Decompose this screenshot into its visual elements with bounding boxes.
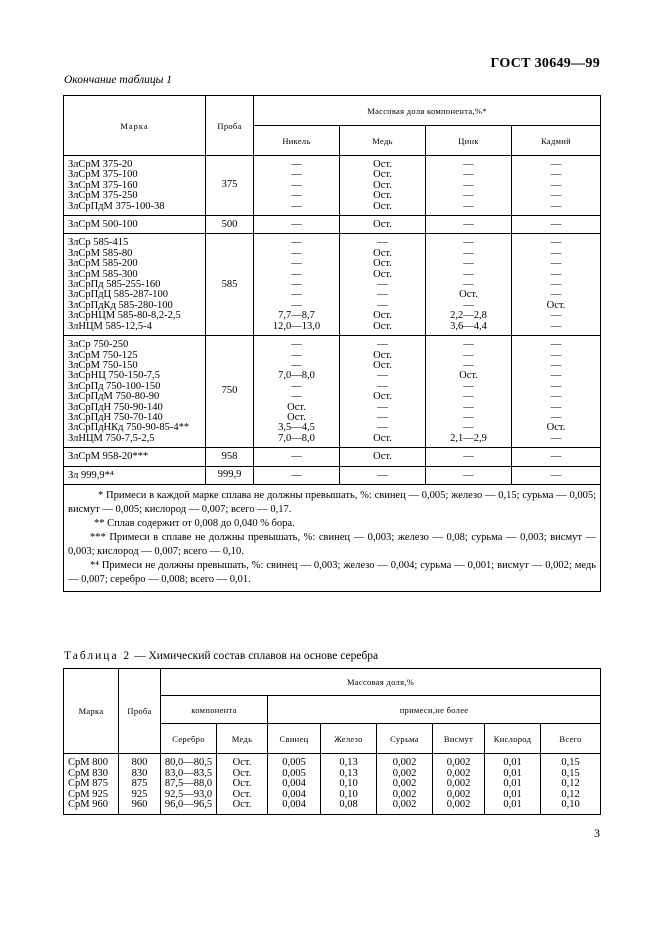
t1-cadmium-value: —	[550, 179, 562, 191]
t1-copper-value: —	[377, 411, 388, 423]
t2-iron-value: 0,13	[339, 767, 358, 779]
t1-zinc-value: 2,2—2,8	[450, 310, 487, 322]
alloy-grade: ЗлНЦМ 750-7,5-2,5	[68, 432, 155, 444]
t1-copper-value: —	[377, 401, 388, 413]
t2-header-lead: Свинец	[268, 724, 321, 754]
t1-zinc-value: —	[463, 268, 474, 280]
note-4: *⁴ Примеси не должны превышать, %: свинец — 0,003; железо — 0,004; сурьма — 0,001; висмут — 0,002; медь — 0,007; серебро — 0,008; всего — 0,01.	[68, 559, 596, 585]
t1-copper-cell	[340, 466, 426, 484]
t2-bismuth-cell	[433, 754, 485, 815]
t1-header-copper: Медь	[340, 126, 426, 156]
t2-antimony-value: 0,002	[392, 767, 417, 779]
alloy-grade: ЗлСрПдН 750-90-140	[68, 401, 163, 413]
t2-iron-value: 0,10	[339, 788, 358, 800]
t1-nickel-value: —	[291, 349, 302, 361]
t1-zinc-cell	[426, 156, 512, 216]
t2-header-mass-fraction: Массовая доля,%	[161, 669, 601, 696]
t1-cadmium-value: —	[550, 320, 562, 332]
t1-zinc-value: Ост.	[459, 370, 478, 382]
t1-copper-value: Ост.	[373, 258, 392, 270]
t1-proba-cell: 500	[206, 216, 254, 234]
t2-marka-value: СрМ 925	[68, 788, 108, 800]
t1-copper-value: Ост.	[373, 391, 392, 403]
t1-proba-cell: 958	[206, 448, 254, 466]
t2-marka-value: СрМ 800	[68, 757, 108, 768]
t2-proba-cell	[119, 754, 161, 815]
table1-group-row	[64, 336, 601, 448]
t1-marka-cell	[64, 466, 206, 484]
alloy-grade: ЗлСрНЦМ 585-80-8,2-2,5	[68, 310, 181, 322]
t1-proba-cell: 999,9	[206, 466, 254, 484]
t1-header-nickel: Никель	[254, 126, 340, 156]
t1-nickel-value: —	[291, 179, 302, 191]
t2-header-total: Всего	[541, 724, 601, 754]
t1-nickel-value: —	[291, 268, 302, 280]
t2-proba-value: 830	[131, 767, 148, 779]
t1-copper-value: —	[377, 339, 388, 351]
alloy-grade: ЗлСрПдН 750-70-140	[68, 411, 163, 423]
t1-copper-value: Ост.	[373, 359, 392, 371]
t1-zinc-value: 2,1—2,9	[450, 432, 487, 444]
t2-bismuth-value: 0,002	[446, 767, 471, 779]
t2-proba-value: 800	[131, 757, 148, 768]
t2-copper-value: Ост.	[232, 788, 252, 800]
t1-nickel-value: —	[291, 279, 302, 291]
t2-iron-value: 0,08	[339, 799, 358, 811]
t2-lead-value: 0,004	[282, 778, 306, 790]
t1-marka-cell	[64, 234, 206, 336]
table2-data-row	[64, 754, 601, 815]
t2-bismuth-value: 0,002	[446, 757, 471, 768]
alloy-grade: ЗлСрПдНКд 750-90-85-4**	[68, 422, 190, 434]
t1-cadmium-value: —	[550, 411, 562, 423]
t1-nickel-value: —	[291, 247, 302, 259]
note-3: *** Примеси в сплаве не должны превышать, %: свинец — 0,003; железо — 0,08; сурьма — 0,003; висмут — 0,003; кислород — 0,007; всего — 0,10.	[68, 531, 596, 557]
t1-zinc-value: —	[463, 299, 474, 311]
t1-nickel-value: 7,0—8,0	[278, 370, 315, 382]
t1-cadmium-value: —	[550, 451, 562, 463]
t1-nickel-cell	[254, 448, 340, 466]
t1-copper-value: Ост.	[373, 247, 392, 259]
t1-zinc-value: —	[463, 391, 474, 403]
t1-copper-value: —	[377, 422, 388, 434]
t1-zinc-cell	[426, 234, 512, 336]
t2-header-components: компонента	[161, 696, 268, 724]
t2-antimony-value: 0,002	[392, 788, 417, 800]
alloy-grade: ЗлСрПд 585-255-160	[68, 279, 161, 291]
t1-cadmium-value: —	[550, 359, 562, 371]
t1-cadmium-value: —	[550, 349, 562, 361]
alloy-grade: ЗлСрМ 585-80	[68, 247, 133, 259]
alloy-grade: ЗлНЦМ 585-12,5-4	[68, 320, 152, 332]
t1-cadmium-value: —	[550, 310, 562, 322]
note-2: ** Сплав содержит от 0,008 до 0,040 % бора.	[94, 517, 295, 529]
t1-nickel-value: 12,0—13,0	[272, 320, 321, 332]
t1-cadmium-cell	[512, 336, 601, 448]
t2-marka-cell	[64, 754, 119, 815]
t2-header-iron: Железо	[321, 724, 377, 754]
t1-zinc-value: —	[463, 159, 474, 170]
t1-copper-cell	[340, 156, 426, 216]
t1-cadmium-cell	[512, 466, 601, 484]
t1-nickel-value: 7,7—8,7	[278, 310, 315, 322]
t1-copper-value: Ост.	[373, 169, 392, 181]
t1-cadmium-value: —	[550, 432, 562, 444]
t2-lead-value: 0,005	[282, 757, 306, 768]
t1-nickel-value: —	[291, 380, 302, 392]
t1-nickel-cell	[254, 156, 340, 216]
table2-caption-label: Таблица 2	[64, 650, 132, 662]
table1	[63, 95, 601, 592]
t2-header-antimony: Сурьма	[377, 724, 433, 754]
t1-zinc-value: —	[463, 401, 474, 413]
t1-header-proba: Проба	[206, 96, 254, 156]
t1-cadmium-value: —	[550, 190, 562, 202]
t2-copper-value: Ост.	[232, 757, 252, 768]
t2-iron-value: 0,10	[339, 778, 358, 790]
alloy-grade: ЗлСрМ 500-100	[68, 219, 138, 231]
alloy-grade: ЗлСрМ 375-160	[68, 179, 138, 191]
t1-zinc-cell	[426, 216, 512, 234]
t1-cadmium-value: —	[550, 247, 562, 259]
table1-group-row	[64, 234, 601, 336]
document-code: ГОСТ 30649—99	[490, 56, 600, 71]
t1-nickel-value: Ост.	[287, 411, 306, 423]
t1-proba-cell: 750	[206, 336, 254, 448]
t1-zinc-value: —	[463, 179, 474, 191]
t2-copper-value: Ост.	[232, 799, 252, 811]
t1-copper-value: Ост.	[373, 349, 392, 361]
t1-cadmium-value: —	[550, 200, 562, 212]
t1-copper-value: —	[377, 299, 388, 311]
t2-iron-cell	[321, 754, 377, 815]
t1-zinc-value: —	[463, 422, 474, 434]
alloy-grade: ЗлСрМ 958-20***	[68, 451, 149, 463]
t2-total-value: 0,15	[561, 757, 580, 768]
table1-group-row	[64, 156, 601, 216]
t1-nickel-value: —	[291, 237, 302, 249]
t2-marka-value: СрМ 960	[68, 799, 108, 811]
t1-cadmium-cell	[512, 448, 601, 466]
t2-silver-value: 80,0—80,5	[164, 757, 213, 768]
t1-copper-cell	[340, 336, 426, 448]
alloy-grade: ЗлСрМ 375-20	[68, 159, 133, 170]
t1-nickel-value: —	[291, 190, 302, 202]
t1-nickel-value: Ост.	[287, 401, 306, 413]
t2-header-proba: Проба	[119, 669, 161, 754]
t2-bismuth-value: 0,002	[446, 788, 471, 800]
t1-nickel-value: —	[291, 391, 302, 403]
t2-header-copper: Медь	[217, 724, 268, 754]
t1-proba-cell: 585	[206, 234, 254, 336]
t1-copper-value: —	[377, 469, 388, 481]
t1-nickel-value: —	[291, 299, 302, 311]
alloy-grade: ЗлСрМ 750-150	[68, 359, 138, 371]
t1-copper-value: Ост.	[373, 268, 392, 280]
t1-header-mass-fraction: Массовая доля компонента,%*	[254, 96, 601, 126]
t2-header-oxygen: Кислород	[485, 724, 541, 754]
t2-bismuth-value: 0,002	[446, 799, 471, 811]
t1-copper-value: Ост.	[373, 432, 392, 444]
t1-nickel-cell	[254, 216, 340, 234]
t1-cadmium-value: Ост.	[546, 299, 566, 311]
t1-nickel-value: 3,5—4,5	[278, 422, 315, 434]
t2-header-silver: Серебро	[161, 724, 217, 754]
t1-cadmium-value: —	[550, 391, 562, 403]
t1-copper-value: —	[377, 237, 388, 249]
t1-marka-cell	[64, 448, 206, 466]
page-number: 3	[594, 826, 600, 840]
t1-copper-value: Ост.	[373, 320, 392, 332]
alloy-grade: ЗлСр 585-415	[68, 237, 129, 249]
t2-antimony-value: 0,002	[392, 757, 417, 768]
t2-oxygen-value: 0,01	[503, 799, 522, 811]
alloy-grade: ЗлСрМ 585-200	[68, 258, 138, 270]
t2-header-bismuth: Висмут	[433, 724, 485, 754]
t2-total-cell	[541, 754, 601, 815]
t2-lead-value: 0,004	[282, 788, 306, 800]
t1-proba-cell: 375	[206, 156, 254, 216]
t1-zinc-value: —	[463, 247, 474, 259]
t1-copper-value: Ост.	[373, 219, 392, 231]
t1-cadmium-value: —	[550, 219, 562, 231]
t2-total-value: 0,10	[561, 799, 580, 811]
t1-copper-value: Ост.	[373, 310, 392, 322]
t1-nickel-value: 7,0—8,0	[278, 432, 315, 444]
t1-copper-value: Ост.	[373, 190, 392, 202]
t2-copper-value: Ост.	[232, 767, 252, 779]
t2-header-impurities: примеси,не более	[268, 696, 601, 724]
alloy-grade: ЗлСрНЦ 750-150-7,5	[68, 370, 161, 382]
t2-copper-cell	[217, 754, 268, 815]
t1-cadmium-value: —	[550, 268, 562, 280]
table1-caption: Окончание таблицы 1	[64, 74, 172, 86]
t1-zinc-value: —	[463, 451, 474, 463]
t2-copper-value: Ост.	[232, 778, 252, 790]
t2-marka-value: СрМ 875	[68, 778, 108, 790]
t1-marka-cell	[64, 336, 206, 448]
alloy-grade: ЗлСрПдЦ 585-287-100	[68, 289, 168, 301]
t1-zinc-value: —	[463, 339, 474, 351]
t1-zinc-cell	[426, 336, 512, 448]
alloy-grade: Зл 999,9*⁴	[68, 469, 114, 481]
t1-copper-value: —	[377, 380, 388, 392]
t2-oxygen-value: 0,01	[503, 788, 522, 800]
t1-nickel-value: —	[291, 200, 302, 212]
t1-header-zinc: Цинк	[426, 126, 512, 156]
t1-copper-value: Ост.	[373, 179, 392, 191]
t1-copper-value: —	[377, 370, 388, 382]
t1-cadmium-cell	[512, 216, 601, 234]
t2-silver-value: 83,0—83,5	[164, 767, 213, 779]
t1-nickel-value: —	[291, 359, 302, 371]
t2-total-value: 0,12	[561, 788, 580, 800]
t2-antimony-cell	[377, 754, 433, 815]
t2-lead-value: 0,004	[282, 799, 306, 811]
t1-cadmium-value: —	[550, 370, 562, 382]
t1-zinc-value: —	[463, 411, 474, 423]
alloy-grade: ЗлСрМ 750-125	[68, 349, 138, 361]
t2-oxygen-value: 0,01	[503, 767, 522, 779]
t1-cadmium-value: Ост.	[546, 422, 566, 434]
t1-copper-value: Ост.	[373, 159, 392, 170]
t2-silver-value: 96,0—96,5	[164, 799, 213, 811]
t1-nickel-value: —	[291, 451, 302, 463]
t1-zinc-value: —	[463, 237, 474, 249]
t1-copper-value: —	[377, 279, 388, 291]
t1-zinc-value: —	[463, 279, 474, 291]
alloy-grade: ЗлСрПдМ 375-100-38	[68, 200, 165, 212]
table2-caption	[64, 650, 378, 662]
t1-zinc-value: Ост.	[459, 289, 478, 301]
t1-copper-cell	[340, 234, 426, 336]
t1-cadmium-value: —	[550, 159, 562, 170]
t2-lead-value: 0,005	[282, 767, 306, 779]
t1-nickel-value: —	[291, 469, 302, 481]
alloy-grade: ЗлСрПдКд 585-280-100	[68, 299, 173, 311]
t1-marka-cell	[64, 216, 206, 234]
table1-body	[64, 156, 601, 485]
t2-total-value: 0,12	[561, 778, 580, 790]
t1-nickel-value: —	[291, 159, 302, 170]
t1-cadmium-value: —	[550, 339, 562, 351]
alloy-grade: ЗлСрПд 750-100-150	[68, 380, 161, 392]
t1-zinc-value: —	[463, 190, 474, 202]
alloy-grade: ЗлСр 750-250	[68, 339, 129, 351]
table1-group-row	[64, 466, 601, 484]
t1-zinc-value: —	[463, 258, 474, 270]
t1-header-marka: Марка	[64, 96, 206, 156]
t2-lead-cell	[268, 754, 321, 815]
t2-antimony-value: 0,002	[392, 778, 417, 790]
t1-cadmium-value: —	[550, 469, 562, 481]
t1-nickel-value: —	[291, 289, 302, 301]
t1-zinc-value: —	[463, 349, 474, 361]
t1-cadmium-value: —	[550, 380, 562, 392]
t2-iron-value: 0,13	[339, 757, 358, 768]
alloy-grade: ЗлСрМ 375-250	[68, 190, 138, 202]
t1-zinc-value: —	[463, 359, 474, 371]
t2-antimony-value: 0,002	[392, 799, 417, 811]
t1-header-cadmium: Кадмий	[512, 126, 601, 156]
table1-group-row	[64, 216, 601, 234]
t1-copper-value: —	[377, 289, 388, 301]
alloy-grade: ЗлСрМ 585-300	[68, 268, 138, 280]
t1-cadmium-value: —	[550, 401, 562, 413]
t1-cadmium-value: —	[550, 169, 562, 181]
t2-oxygen-value: 0,01	[503, 778, 522, 790]
t1-zinc-value: —	[463, 469, 474, 481]
t1-cadmium-cell	[512, 234, 601, 336]
t1-zinc-value: —	[463, 380, 474, 392]
t1-nickel-cell	[254, 466, 340, 484]
t1-zinc-cell	[426, 466, 512, 484]
t1-zinc-value: 3,6—4,4	[450, 320, 487, 332]
t2-header-marka: Марка	[64, 669, 119, 754]
t2-silver-value: 87,5—88,0	[164, 778, 213, 790]
t2-oxygen-value: 0,01	[503, 757, 522, 768]
t1-cadmium-cell	[512, 156, 601, 216]
t1-nickel-value: —	[291, 219, 302, 231]
t1-cadmium-value: —	[550, 289, 562, 301]
t1-zinc-value: —	[463, 219, 474, 231]
t2-marka-value: СрМ 830	[68, 767, 108, 779]
t2-oxygen-cell	[485, 754, 541, 815]
t1-zinc-value: —	[463, 200, 474, 212]
table2-caption-text: — Химический состав сплавов на основе серебра	[131, 650, 379, 662]
t1-marka-cell	[64, 156, 206, 216]
t1-nickel-value: —	[291, 339, 302, 351]
t2-proba-value: 875	[131, 778, 148, 790]
table1-notes	[64, 484, 601, 591]
t1-nickel-value: —	[291, 169, 302, 181]
t2-silver-value: 92,5—93,0	[164, 788, 213, 800]
t1-cadmium-value: —	[550, 237, 562, 249]
t1-zinc-value: —	[463, 169, 474, 181]
t1-nickel-cell	[254, 234, 340, 336]
t2-silver-cell	[161, 754, 217, 815]
t1-cadmium-value: —	[550, 258, 562, 270]
note-1: * Примеси в каждой марке сплава не должны превышать, %: свинец — 0,005; железо — 0,15; сурьма — 0,005; висмут — 0,005; кислород — 0,007; всего — 0,17.	[68, 489, 596, 515]
table1-group-row	[64, 448, 601, 466]
t2-proba-value: 960	[131, 799, 148, 811]
alloy-grade: ЗлСрМ 375-100	[68, 169, 138, 181]
t2-total-value: 0,15	[561, 767, 580, 779]
alloy-grade: ЗлСрПдМ 750-80-90	[68, 391, 160, 403]
t1-nickel-cell	[254, 336, 340, 448]
t1-copper-value: Ост.	[373, 451, 392, 463]
t1-nickel-value: —	[291, 258, 302, 270]
t1-zinc-cell	[426, 448, 512, 466]
t1-copper-cell	[340, 216, 426, 234]
t2-proba-value: 925	[131, 788, 148, 800]
t1-cadmium-value: —	[550, 279, 562, 291]
t1-copper-cell	[340, 448, 426, 466]
t2-bismuth-value: 0,002	[446, 778, 471, 790]
t1-copper-value: Ост.	[373, 200, 392, 212]
table2	[63, 668, 601, 815]
